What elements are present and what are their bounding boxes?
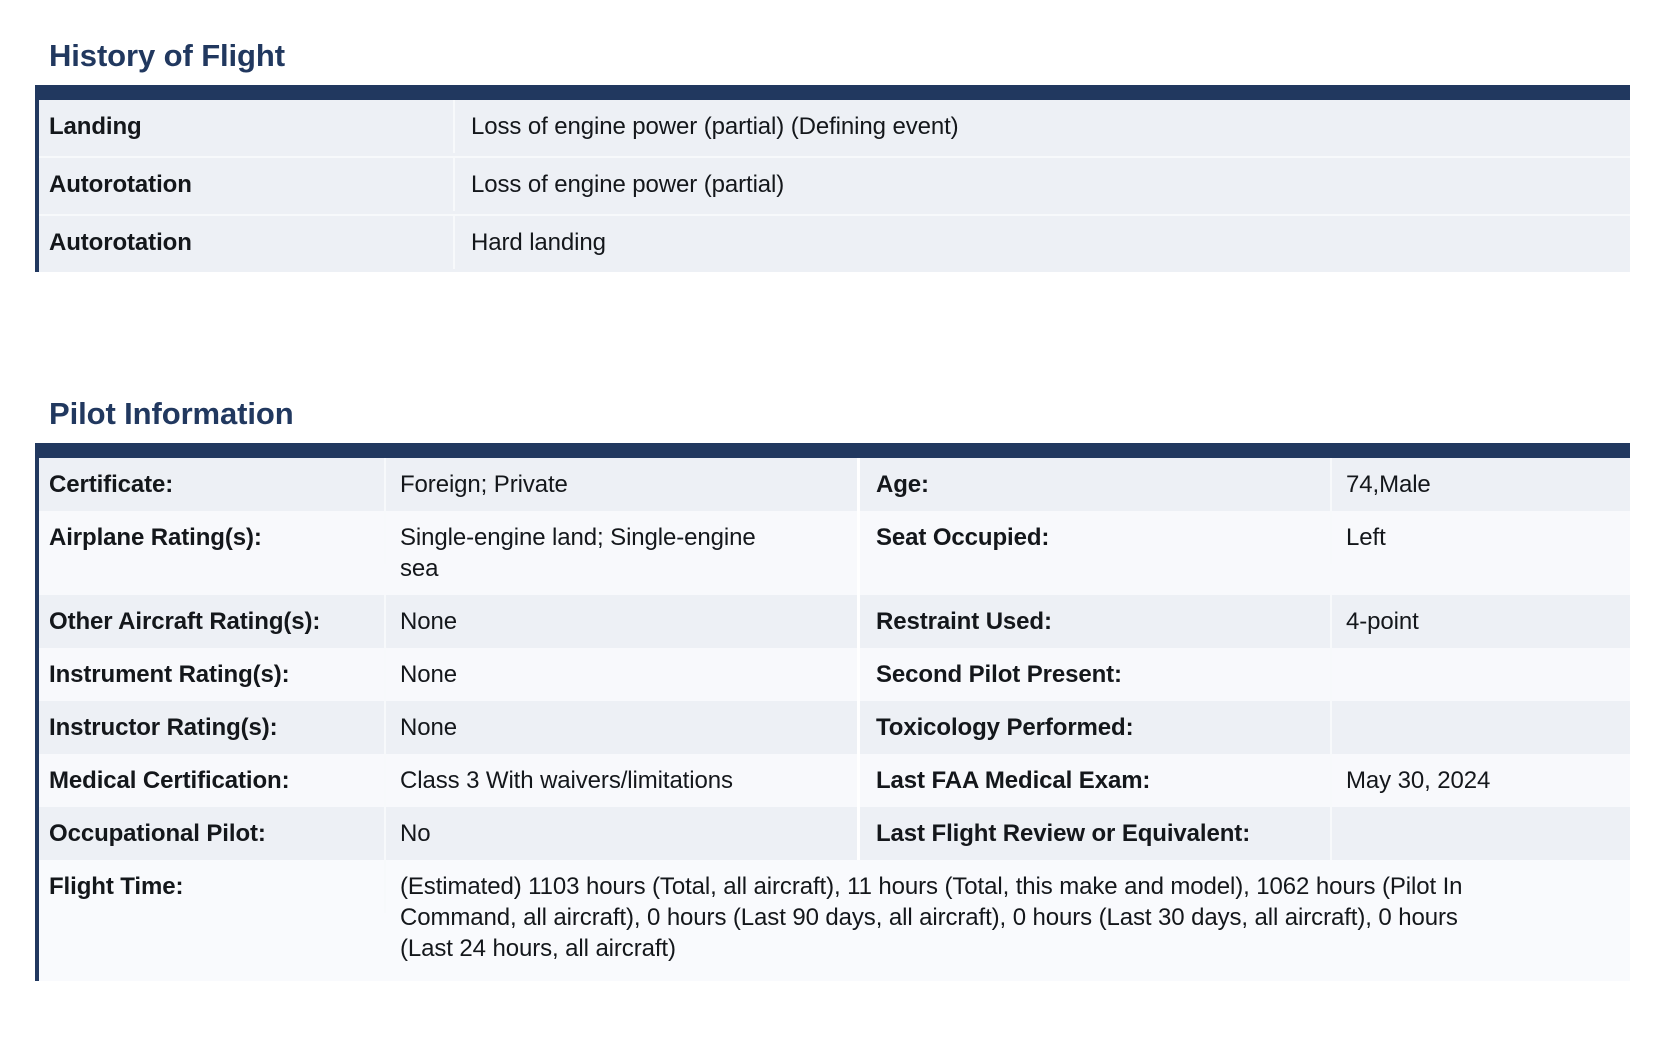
field-value: Foreign; Private xyxy=(400,471,568,498)
table-row xyxy=(39,158,1630,216)
table-row xyxy=(39,701,1630,754)
field-label: Last FAA Medical Exam: xyxy=(860,754,1332,807)
field-value: No xyxy=(400,820,431,847)
field-value: None xyxy=(400,661,457,688)
table-row xyxy=(39,648,1630,701)
field-value: (Estimated) 1103 hours (Total, all aircraft), 11 hours (Total, this make and model), 1062 hours (Pilot In Command, all aircraft), 0 hours (Last 90 days, all aircraft), 0 hours (Last 30 days, all aircraft), 0 hours (Last 24 hours, all aircraft) xyxy=(400,873,1463,962)
field-value: 74,Male xyxy=(1346,471,1431,498)
field-label: Toxicology Performed: xyxy=(860,701,1332,754)
pilot-information-section xyxy=(35,272,1630,981)
field-label: Medical Certification: xyxy=(39,754,386,807)
field-label: Age: xyxy=(860,458,1332,511)
field-label: Occupational Pilot: xyxy=(39,807,386,860)
pilot-information-table xyxy=(35,458,1630,981)
field-label: Seat Occupied: xyxy=(860,511,1332,564)
field-label: Certificate: xyxy=(39,458,386,511)
history-of-flight-table xyxy=(35,100,1630,272)
history-of-flight-section xyxy=(35,0,1630,272)
flight-phase-cell: Autorotation xyxy=(39,158,455,211)
field-label: Restraint Used: xyxy=(860,595,1332,648)
field-label: Flight Time: xyxy=(39,860,386,913)
table-row xyxy=(39,807,1630,860)
pilot-information-title: Pilot Information xyxy=(49,396,294,431)
field-value xyxy=(1332,807,1630,829)
table-row xyxy=(39,216,1630,272)
field-value xyxy=(1332,648,1630,670)
field-value: Single-engine land; Single-engine sea xyxy=(400,524,756,582)
pilot-information-title-underline xyxy=(35,443,1630,458)
field-value: May 30, 2024 xyxy=(1346,767,1491,794)
field-value: None xyxy=(400,714,457,741)
field-value: None xyxy=(400,608,457,635)
field-value: Left xyxy=(1346,524,1386,551)
flight-event-cell: Loss of engine power (partial) xyxy=(471,171,785,198)
table-row xyxy=(39,754,1630,807)
flight-phase-cell: Autorotation xyxy=(39,216,455,269)
field-value: 4-point xyxy=(1346,608,1419,635)
flight-event-cell: Hard landing xyxy=(471,229,606,256)
field-value: Class 3 With waivers/limitations xyxy=(400,767,733,794)
table-row xyxy=(39,595,1630,648)
table-row xyxy=(39,458,1630,511)
field-label: Airplane Rating(s): xyxy=(39,511,386,564)
field-label: Last Flight Review or Equivalent: xyxy=(860,807,1332,860)
field-value xyxy=(1332,701,1630,723)
table-row xyxy=(39,100,1630,158)
history-of-flight-title-underline xyxy=(35,85,1630,100)
history-of-flight-title: History of Flight xyxy=(49,38,285,73)
field-label: Instructor Rating(s): xyxy=(39,701,386,754)
flight-phase-cell: Landing xyxy=(39,100,455,153)
field-label: Instrument Rating(s): xyxy=(39,648,386,701)
table-row-flight-time xyxy=(39,860,1630,981)
field-label: Other Aircraft Rating(s): xyxy=(39,595,386,648)
field-label: Second Pilot Present: xyxy=(860,648,1332,701)
table-row xyxy=(39,511,1630,595)
flight-event-cell: Loss of engine power (partial) (Defining event) xyxy=(471,113,959,140)
